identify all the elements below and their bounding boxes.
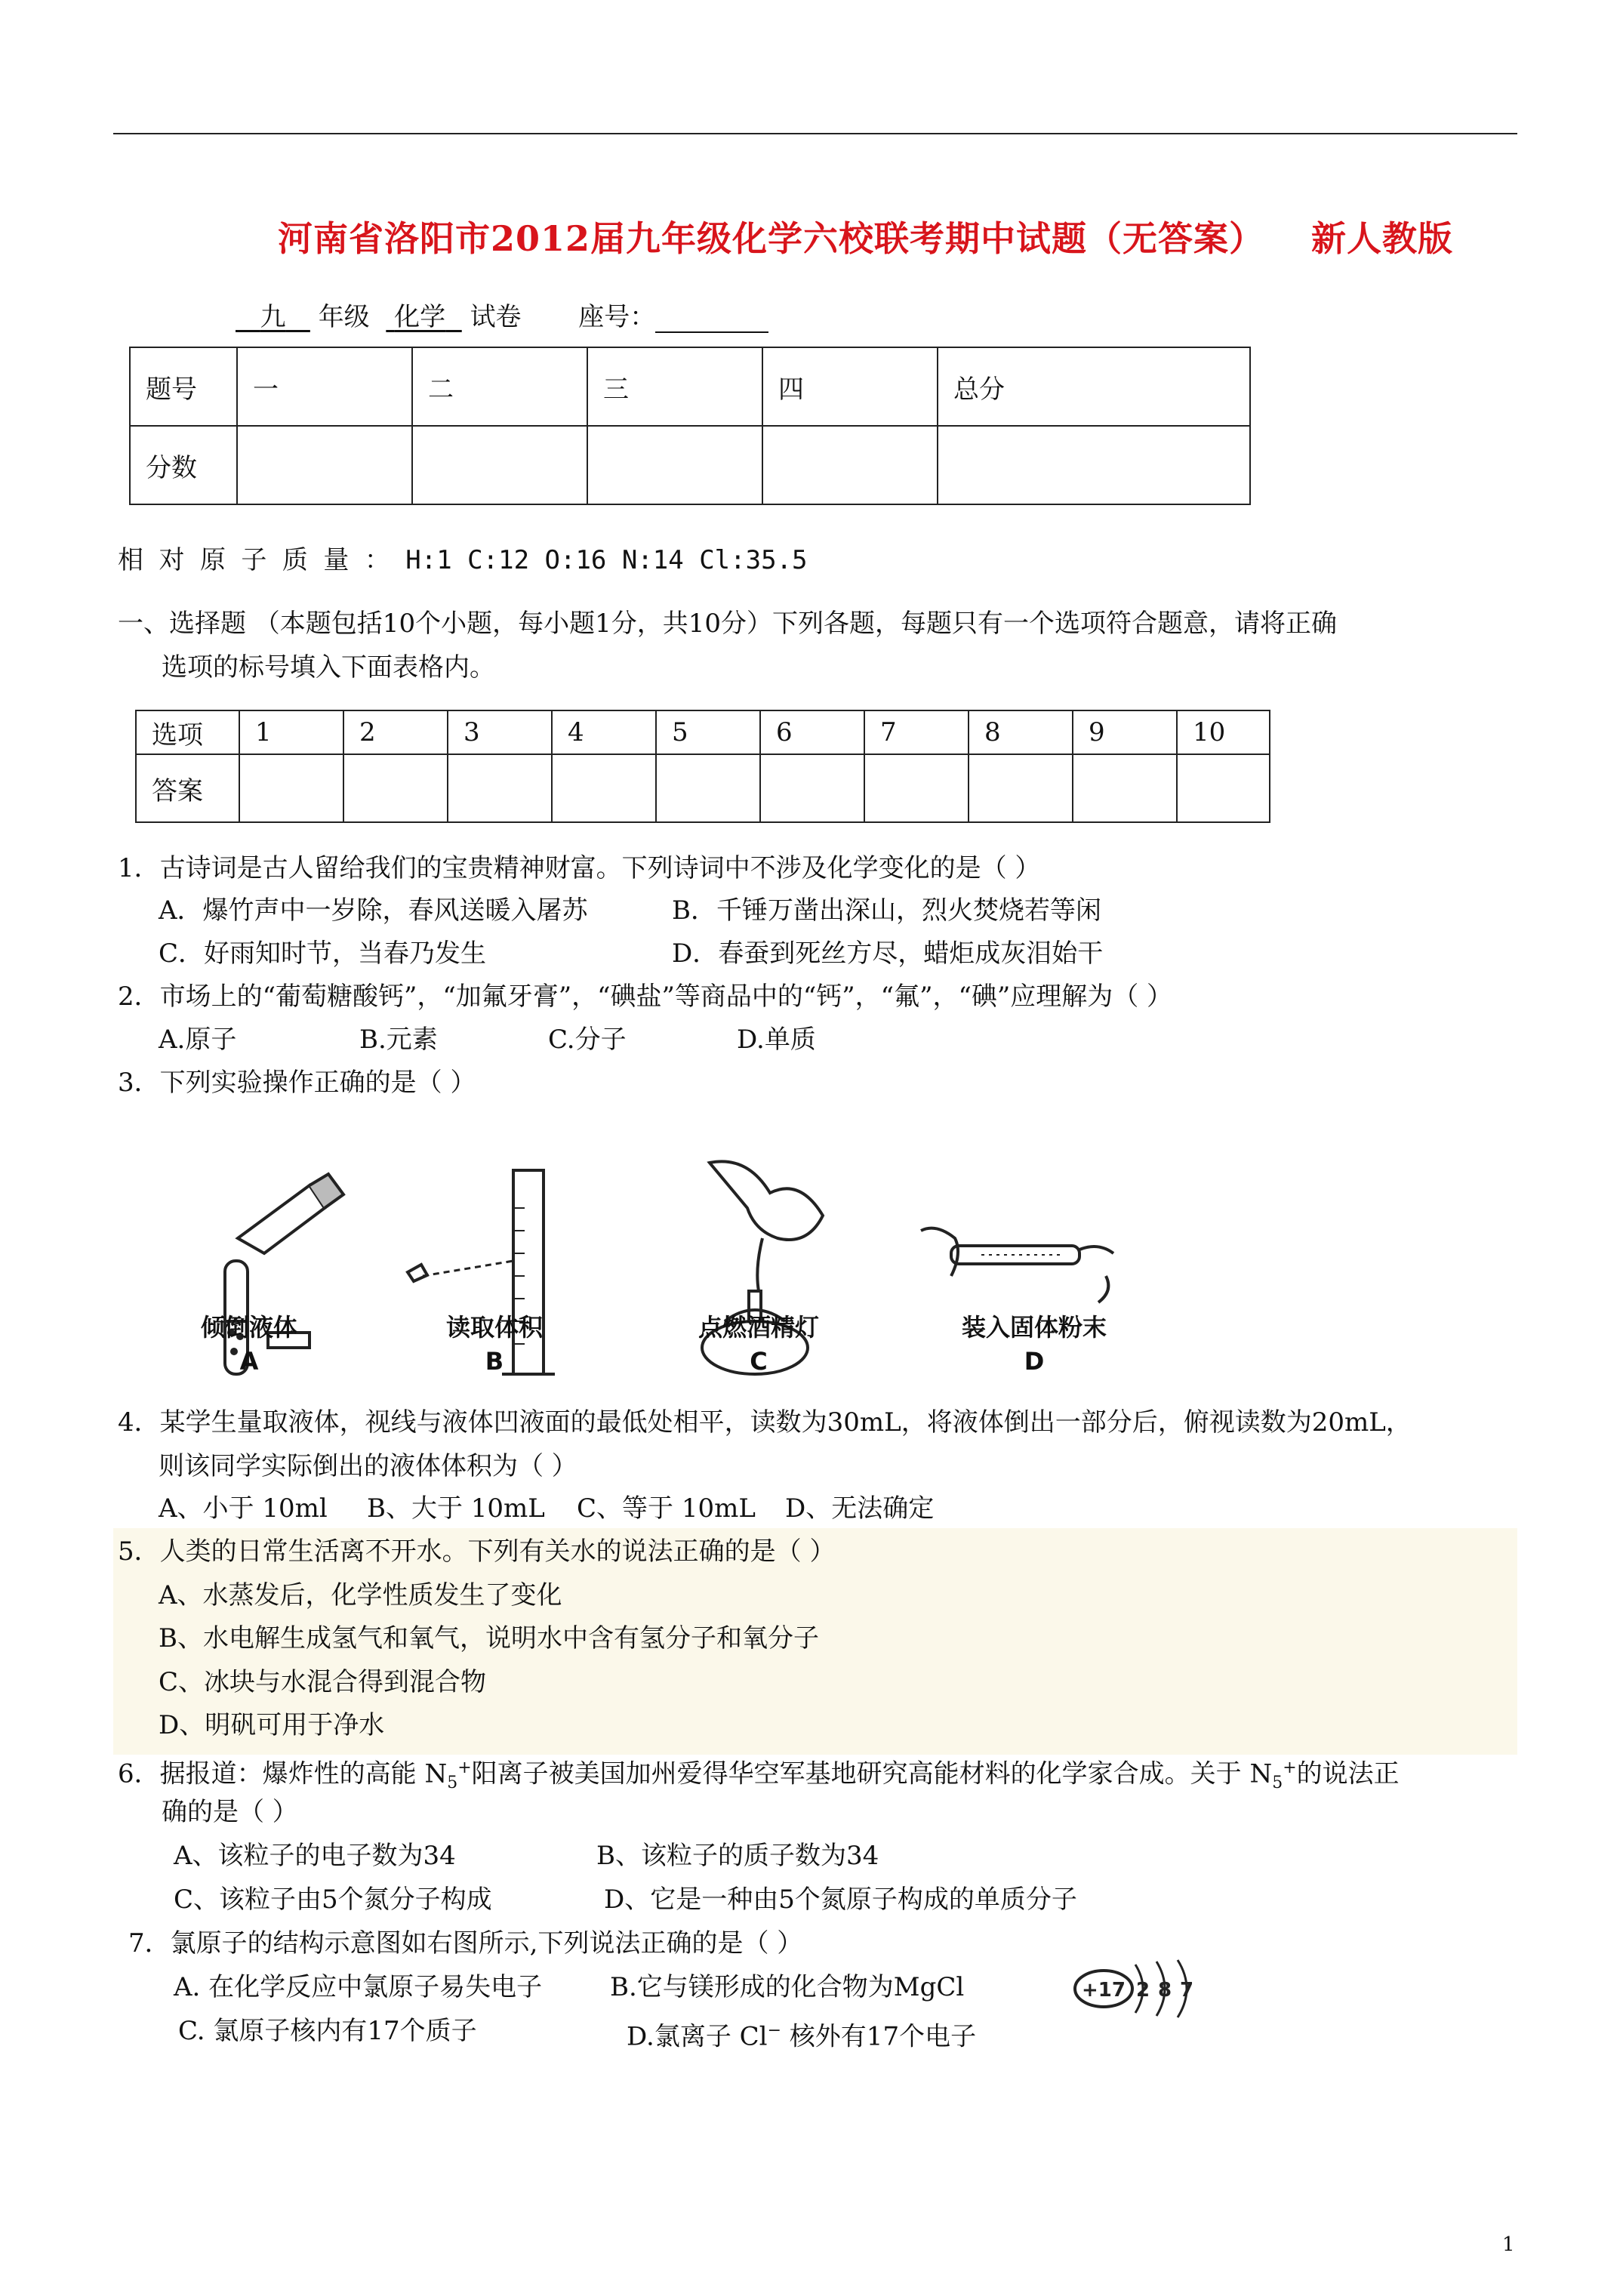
answer-cell[interactable] [448, 754, 552, 822]
q2-option-d: D.单质 [737, 1025, 816, 1055]
read-volume-illustration [408, 1170, 555, 1374]
q4-option-c: C、等于 10mL [577, 1493, 756, 1524]
subject-value: 化学 [394, 302, 446, 332]
score-input-cell[interactable] [938, 426, 1250, 504]
answer-cell[interactable] [1177, 754, 1270, 822]
paper-label: 试卷 [470, 302, 522, 332]
q1-option-c: C．好雨知时节，当春乃发生 [159, 938, 487, 969]
answer-row-label: 答案 [136, 754, 239, 822]
score-cell: 四 [762, 347, 938, 426]
q2-stem: 2．市场上的“葡萄糖酸钙”，“加氟牙膏”，“碘盐”等商品中的“钙”，“氟”，“碘”应理解为（ ） [118, 982, 1173, 1012]
seat-label: 座号： [578, 302, 656, 332]
q5-option-c: C、冰块与水混合得到混合物 [159, 1667, 487, 1697]
lab-operations-figure [181, 1148, 1132, 1404]
q3-label-a: 倾倒液体 [200, 1313, 297, 1342]
section1-heading-cont: 选项的标号填入下面表格内。 [162, 652, 495, 683]
page-number: 1 [1502, 2233, 1515, 2256]
answer-cell[interactable] [239, 754, 343, 822]
q1-stem: 1．古诗词是古人留给我们的宝贵精神财富。下列诗词中不涉及化学变化的是（ ） [118, 853, 1041, 883]
score-input-cell[interactable] [237, 426, 412, 504]
q7-option-a: A. 在化学反应中氯原子易失电子 [174, 1972, 543, 2002]
score-input-cell[interactable] [762, 426, 938, 504]
q6-option-d: D、它是一种由5个氮原子构成的单质分子 [604, 1885, 1077, 1915]
answer-cell[interactable] [343, 754, 448, 822]
nucleus-charge: +17 [1082, 1979, 1126, 2002]
q7-option-c: C. 氯原子核内有17个质子 [178, 2016, 477, 2046]
q2-option-a: A.原子 [159, 1025, 237, 1055]
q6-stem-cont: 确的是（ ） [162, 1797, 298, 1827]
q5-option-d: D、明矾可用于净水 [159, 1710, 385, 1740]
q7-stem: 7．氯原子的结构示意图如右图所示,下列说法正确的是（ ） [128, 1928, 803, 1959]
q1-option-a: A．爆竹声中一岁除，春风送暖入屠苏 [159, 895, 588, 926]
chlorine-atom-diagram [1066, 1957, 1217, 2025]
title-suffix: 新人教版 [1311, 218, 1454, 259]
answer-number: 7 [864, 710, 969, 754]
score-table [129, 347, 1251, 505]
q3-letter-d: D [1024, 1347, 1045, 1376]
title-main: 河南省洛阳市2012届九年级化学六校联考期中试题（无答案） [278, 218, 1265, 259]
answer-cell[interactable] [864, 754, 969, 822]
q3-stem: 3．下列实验操作正确的是（ ） [118, 1068, 476, 1098]
grade-value: 九 [260, 302, 286, 332]
q5-option-a: A、水蒸发后，化学性质发生了变化 [159, 1580, 562, 1610]
q4-option-a: A、小于 10ml [159, 1493, 328, 1524]
q2-option-c: C.分子 [548, 1025, 627, 1055]
exam-info-line [236, 296, 768, 333]
score-input-cell[interactable] [587, 426, 762, 504]
pour-liquid-illustration [225, 1174, 343, 1374]
score-cell: 总分 [938, 347, 1250, 426]
answer-number: 2 [343, 710, 448, 754]
answer-number: 9 [1073, 710, 1177, 754]
answer-cell[interactable] [760, 754, 864, 822]
section1-heading: 一、选择题 （本题包括10个小题，每小题1分，共10分）下列各题，每题只有一个选项符合题意，请将正确 [118, 609, 1337, 639]
score-input-cell[interactable] [412, 426, 587, 504]
q6-option-b: B、该粒子的质子数为34 [596, 1841, 879, 1871]
q3-label-d: 装入固体粉末 [961, 1313, 1107, 1342]
q3-letter-a: A [239, 1347, 259, 1376]
q2-option-b: B.元素 [359, 1025, 438, 1055]
q6-option-c: C、该粒子由5个氮分子构成 [174, 1885, 492, 1915]
answer-table [135, 710, 1270, 823]
answer-number: 8 [969, 710, 1073, 754]
q5-option-b: B、水电解生成氢气和氧气，说明水中含有氢分子和氧分子 [159, 1623, 819, 1653]
score-cell: 题号 [130, 347, 237, 426]
answer-number: 4 [552, 710, 656, 754]
q5-stem: 5．人类的日常生活离不开水。下列有关水的说法正确的是（ ） [118, 1536, 836, 1567]
q1-option-b: B．千锤万凿出深山，烈火焚烧若等闲 [672, 895, 1101, 926]
shell-3-electrons: 7 [1179, 1979, 1194, 2002]
answer-cell[interactable] [656, 754, 760, 822]
answer-number: 1 [239, 710, 343, 754]
answer-cell[interactable] [969, 754, 1073, 822]
answer-header-label: 选项 [136, 710, 239, 754]
q3-label-b: 读取体积 [445, 1313, 543, 1342]
page-title [278, 211, 1453, 261]
score-cell: 二 [412, 347, 587, 426]
score-row-label: 分数 [130, 426, 237, 504]
q3-letter-c: C [750, 1347, 768, 1376]
q3-label-c: 点燃酒精灯 [698, 1313, 819, 1342]
answer-number: 6 [760, 710, 864, 754]
q4-option-b: B、大于 10mL [367, 1493, 545, 1524]
shell-1-electrons: 2 [1135, 1979, 1150, 2002]
answer-cell[interactable] [552, 754, 656, 822]
answer-cell[interactable] [1073, 754, 1177, 822]
q7-option-d: D.氯离子 Cl− 核外有17个电子 [627, 2021, 977, 2052]
q7-option-b: B.它与镁形成的化合物为MgCl [610, 1972, 965, 2002]
q3-letter-b: B [485, 1347, 504, 1376]
seat-blank[interactable] [655, 307, 768, 333]
q4-option-d: D、无法确定 [785, 1493, 935, 1524]
q1-option-d: D．春蚕到死丝方尽，蜡炬成灰泪始干 [672, 938, 1104, 969]
solid-powder-illustration [921, 1228, 1113, 1302]
atomic-masses: 相 对 原 子 质 量 ： H:1 C:12 O:16 N:14 Cl:35.5 [118, 545, 808, 575]
q4-stem: 4．某学生量取液体，视线与液体凹液面的最低处相平，读数为30mL，将液体倒出一部分后，俯视读数为20mL， [118, 1407, 1412, 1438]
answer-number: 10 [1177, 710, 1270, 754]
grade-label: 年级 [318, 302, 370, 332]
shell-2-electrons: 8 [1157, 1979, 1172, 2002]
answer-number: 3 [448, 710, 552, 754]
score-cell: 一 [237, 347, 412, 426]
score-cell: 三 [587, 347, 762, 426]
answer-number: 5 [656, 710, 760, 754]
q6-stem: 6．据报道：爆炸性的高能 $N_5^+$阳离子被美国加州爱得华空军基地研究高能材料的化学家合成。关于 $N_5^+$的说法正 [118, 1758, 1400, 1793]
q6-option-a: A、该粒子的电子数为34 [174, 1841, 456, 1871]
top-rule [113, 133, 1517, 134]
q4-stem-cont: 则该同学实际倒出的液体体积为（ ） [159, 1451, 577, 1481]
